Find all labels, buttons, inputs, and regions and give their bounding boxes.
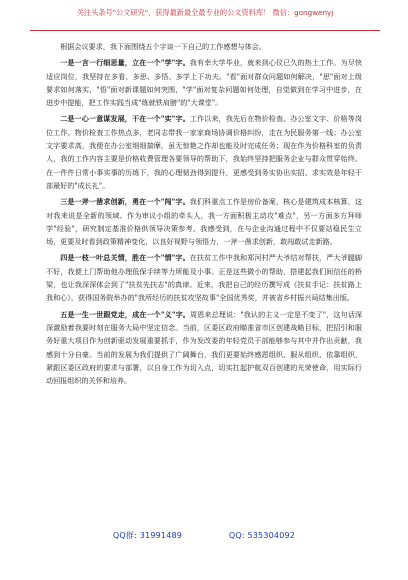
qq-group-number: QQ群: 31991489 [112, 531, 183, 540]
section-study [46, 56, 362, 109]
section-lead: 二是一心一意谋发展，干在一个"实"字。 [60, 114, 190, 124]
section-body: 我有幸大学毕业，就来到心仪已久的热土工作。为尽快适应岗位，我坚持在多看、多思、多悟、多学上下功夫。"看"面对群众问题如何解决，"思"面对上级要求如何落实，"悟"面对新课题如何突围，"学"面对复杂问题如何处理，自觉做到在学习中进步，在进步中提能，把工作实践当成"练就铁肩膀"的"大课堂"。 [46, 58, 363, 108]
promo-banner: 关注头条号"公文研究"，获得最新最全最专业的公文资料库！ 微信：gongwenyj [30, 8, 380, 31]
section-affection [46, 251, 362, 304]
section-body: 周恩来总理说："我认的主义一定是不变了"，这句话深深激励着我要时刻在服务大局中坚定信念。当前，区委区政府瞄准省市区创建战略目标，把招引和服务好重大项目作为创新驱动发展重要抓手，作为发改委的年轻党员干部能够参与其中并作出贡献，我感到十分自豪。当前的发展为我们提供了广阔舞台，我们更要始终感恩组织、服从组织、依靠组织，紧跟区委区政府的要求与部署，以自身工作为切入点，切实扛起护航双百创建的光荣使命，用实际行动回报组织的关怀和培养。 [46, 309, 363, 386]
section-lead: 一是一言一行细思量，立在一个"学"字。 [60, 58, 190, 68]
section-innovation [46, 195, 362, 248]
qq-number: QQ: 535304092 [228, 531, 296, 540]
section-loyalty [46, 308, 362, 388]
section-body: 工作以来，我先后在物价检查、办公室文字、价格等岗位工作。物价检查工作热点多，老同志带我一家家商场协调价格纠纷，走在为民服务第一线；办公室文字要求高，我便在办公室细细揣摩，虽无惊艳之作却也能及时完成任务；现在作为价格科室的负责人，我的工作内容主要是价格收费管理各要领导的帮助下，我始终坚持把服务企业与群众贯穿始终。在一件件日常小事实事的历练下，我的心理韧劲得到提升，更感受到务实协出实招、求实效是年轻干部最好的"成长礼"。 [46, 114, 363, 190]
section-body: 在扶贫工作中我和郑河村严大爷结对帮扶，严大爷腿脚不好，我便上门帮助他办理低保手续等力所能及小事。正是这些微小的帮助，搭建起我们间信任的桥梁，也让我深深体会到了"扶贫先扶志"的真谛。近来，我把自己的经历撰写成《扶贫手记：扶贫路上我和心》，获得国务院举办的"我所经历的扶贫攻坚故事"全国优秀奖，并被省乡村振兴局结集出版。 [46, 253, 363, 303]
section-lead: 三是一斧一凿求创新，勇在一个"闯"字。 [60, 197, 190, 207]
contact-footer [0, 530, 408, 541]
section-practice [46, 112, 362, 192]
section-lead: 四是一枝一叶总关情，胜在一个"情"字。 [60, 253, 190, 263]
intro-paragraph: 根据会议要求，我下面围绕五个字谈一下自己的工作感想与体会。 [60, 42, 266, 51]
document-body [46, 40, 362, 387]
section-body: 我们科重点工作是房价备案，核心是建筑成本核算，这对我来说是全新的领域。作为审议小组的牵头人，我一方面积极主动攻"难点"，另一方面多方拜师学"经验"，研究制定基准价格供领导决策参考。我感受到，在与企业沟通过程中不仅要站稳民生立场，更要及时看到政策精神变化，以良好视野与领悟力，一斧一凿求创新，敢闯敢试走新路。 [46, 197, 363, 247]
section-lead: 五是一生一世跟党走，成在一个"义"字。 [60, 309, 191, 319]
